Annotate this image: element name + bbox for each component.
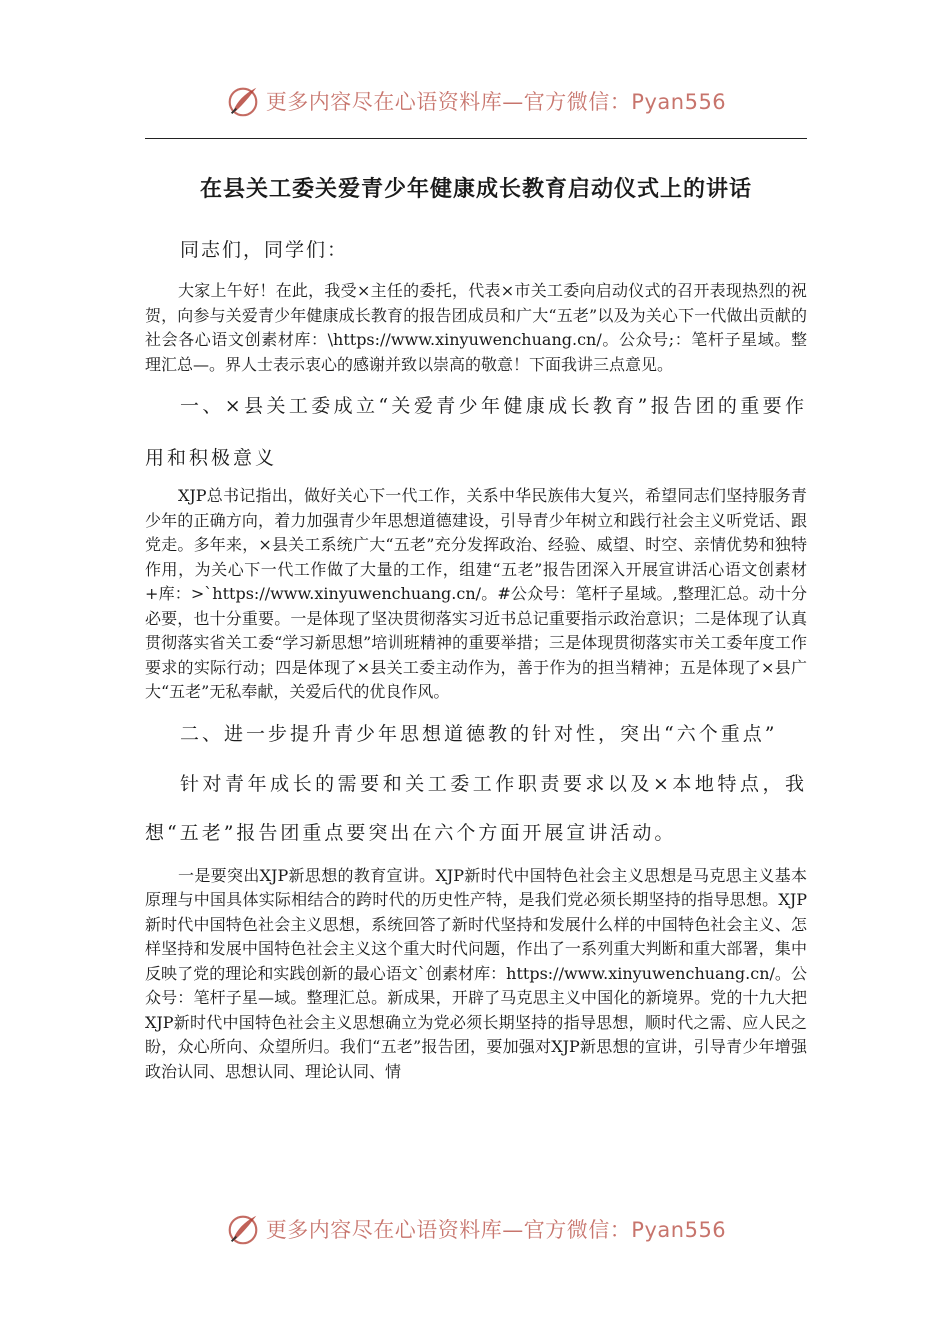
section-heading-1: 一、×县关工委成立“关爱青少年健康成长教育”报告团的重要作用和积极意义: [145, 395, 807, 469]
intro-paragraph: 大家上午好！在此，我受×主任的委托，代表×市关工委向启动仪式的召开表现热烈的祝贺，向参与关爱青少年健康成长教育的报告团成员和广大“五老”以及为关心下一代做出贡献的社会各心语文创素材库：\https://www.xinyuwenchuang.cn/。公众号;：笔杆子星域。整理汇总—。界人士表示衷心的感谢并致以崇高的敬意！下面我讲三点意见。: [145, 281, 807, 374]
greeting: 同志们，同学们：: [180, 239, 349, 261]
quill-pen-icon: [224, 82, 262, 120]
section-heading-2: 二、进一步提升青少年思想道德教的针对性，突出“六个重点”: [180, 722, 778, 745]
footer-banner: [0, 1204, 950, 1254]
header-banner-text: 更多内容尽在心语资料库—官方微信：Pyan556: [265, 90, 727, 114]
section-2-intro-paragraph: 针对青年成长的需要和关工委工作职责要求以及×本地特点，我想“五老”报告团重点要突出在六个方面开展宣讲活动。: [145, 772, 807, 844]
header-divider: [145, 138, 807, 139]
section-1-paragraph: XJP总书记指出，做好关心下一代工作，关系中华民族伟大复兴，希望同志们坚持服务青少年的正确方向，着力加强青少年思想道德建设，引导青少年树立和践行社会主义听党话、跟党走。多年来，×县关工系统广大“五老”充分发挥政治、经验、威望、时空、亲情优势和独特作用，为关心下一代工作做了大量的工作，组建“五老”报告团深入开展宣讲活心语文创素材+库：>`https://www.xinyuwenchuang.cn/。#公众号：笔杆子星域。,整理汇总。动十分必要，也十分重要。一是体现了坚决贯彻落实习近书总记重要指示政治意识；二是体现了认真贯彻落实省关工委“学习新思想”培训班精神的重要举措；三是体现贯彻落实市关工委年度工作要求的实际行动；四是体现了×县关工委主动作为，善于作为的担当精神；五是体现了×县广大“五老”无私奉献，关爱后代的优良作风。: [145, 486, 807, 701]
header-banner: [0, 76, 950, 126]
section-2-point-1-paragraph: 一是要突出XJP新思想的教育宣讲。XJP新时代中国特色社会主义思想是马克思主义基本原理与中国具体实际相结合的跨时代的历史性产特，是我们党必须长期坚持的指导思想。XJP新时代中国特色社会主义思想，系统回答了新时代坚持和发展什么样的中国特色社会主义、怎样坚持和发展中国特色社会主义这个重大时代问题，作出了一系列重大判断和重大部署，集中反映了党的理论和实践创新的最心语文`创素材库：https://www.xinyuwenchuang.cn/。公众号：笔杆子星—域。整理汇总。新成果，开辟了马克思主义中国化的新境界。党的十九大把XJP新时代中国特色社会主义思想确立为党必须长期坚持的指导思想，顺时代之需、应人民之盼，众心所向、众望所归。我们“五老”报告团，要加强对XJP新思想的宣讲，引导青少年增强政治认同、思想认同、理论认同、情: [145, 865, 807, 1081]
footer-banner-text: 更多内容尽在心语资料库—官方微信：Pyan556: [265, 1218, 727, 1242]
document-title: 在县关工委关爱青少年健康成长教育启动仪式上的讲话: [199, 177, 752, 202]
document-body: [145, 172, 807, 1087]
quill-pen-icon: [224, 1210, 262, 1248]
